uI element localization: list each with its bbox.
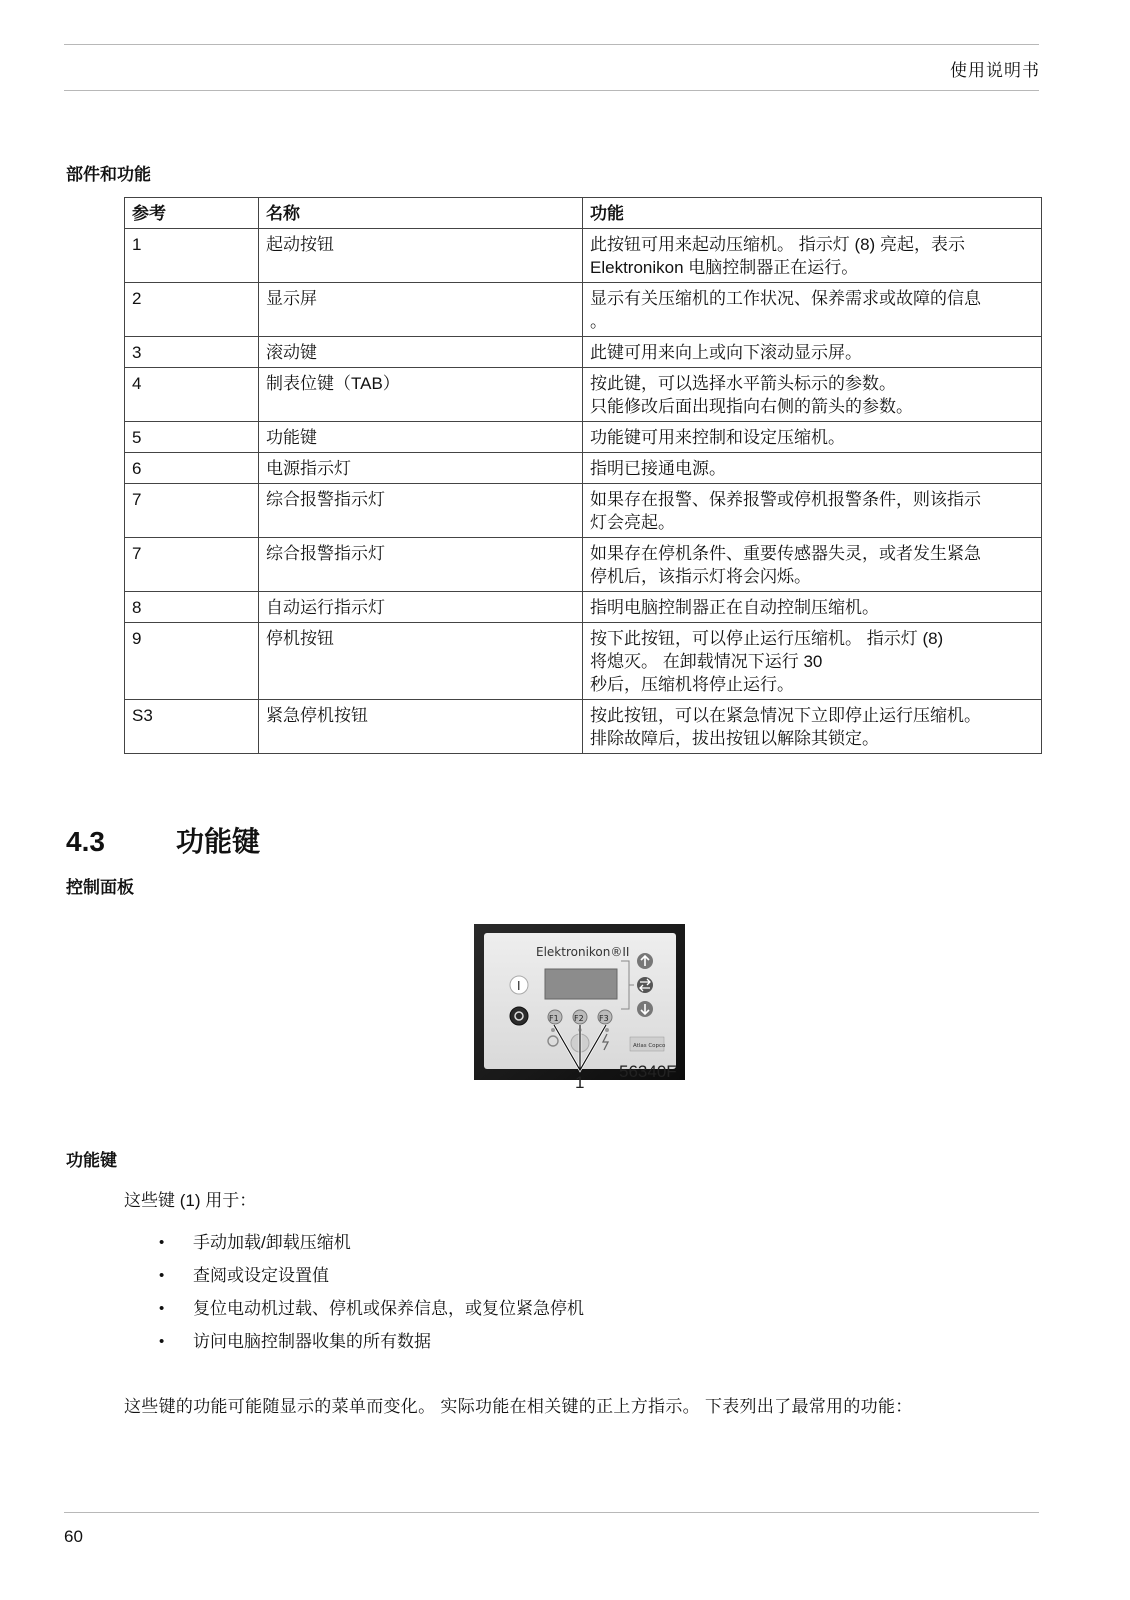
- function-keys-heading: 功能键: [66, 1151, 117, 1170]
- power-led-icon: [551, 1028, 555, 1032]
- function-line: 灯会亮起。: [590, 513, 675, 532]
- table-row: [125, 283, 1042, 337]
- column-header: 参考: [125, 198, 259, 229]
- table-row: [125, 229, 1042, 283]
- cell-name: 滚动键: [259, 337, 583, 368]
- header-rule-bottom: [64, 90, 1039, 91]
- column-header: 功能: [583, 198, 1042, 229]
- cell-function: [583, 700, 1042, 754]
- cell-ref: 3: [125, 337, 259, 368]
- callout-number: 1: [575, 1073, 585, 1092]
- table-row: [125, 623, 1042, 700]
- function-line: 显示有关压缩机的工作状况、保养需求或故障的信息: [590, 289, 981, 308]
- list-item: • 复位电动机过载、停机或保养信息，或复位紧急停机: [155, 1292, 584, 1325]
- cell-name: 功能键: [259, 422, 583, 453]
- panel-display-screen: [545, 969, 617, 999]
- parts-table: [124, 197, 1042, 754]
- header-title: 使用说明书: [950, 61, 1040, 80]
- cell-function: [583, 592, 1042, 623]
- stop-button-icon: [510, 1007, 528, 1025]
- function-line: 排除故障后，拔出按钮以解除其锁定。: [590, 729, 879, 748]
- function-line: 秒后，压缩机将停止运行。: [590, 675, 794, 694]
- cell-function: [583, 283, 1042, 337]
- function-line: 按下此按钮，可以停止运行压缩机。 指示灯 (8): [590, 629, 944, 648]
- function-line: 指明电脑控制器正在自动控制压缩机。: [590, 598, 879, 617]
- tab-key-icon: [637, 977, 653, 993]
- cell-ref: 2: [125, 283, 259, 337]
- panel-brand-text: Elektronikon®II: [536, 945, 630, 959]
- parts-table-body: [125, 229, 1042, 754]
- cell-function: [583, 453, 1042, 484]
- cell-name: 停机按钮: [259, 623, 583, 700]
- function-line: 按此按钮，可以在紧急情况下立即停止运行压缩机。: [590, 706, 981, 725]
- column-header: 名称: [259, 198, 583, 229]
- function-line: 按此键，可以选择水平箭头标示的参数。: [590, 374, 896, 393]
- cell-ref: 7: [125, 484, 259, 538]
- function-line: 此键可用来向上或向下滚动显示屏。: [590, 343, 862, 362]
- list-item: • 手动加载/卸载压缩机: [155, 1226, 584, 1259]
- auto-led-icon: [605, 1028, 609, 1032]
- cell-name: 综合报警指示灯: [259, 484, 583, 538]
- table-header-row: [125, 198, 1042, 229]
- control-panel-heading: 控制面板: [66, 878, 134, 897]
- cell-ref: 4: [125, 368, 259, 422]
- function-line: 如果存在报警、保养报警或停机报警条件，则该指示: [590, 490, 981, 509]
- section-number: 4.3: [66, 826, 105, 857]
- function-line: 功能键可用来控制和设定压缩机。: [590, 428, 845, 447]
- table-row: [125, 538, 1042, 592]
- function-line: 停机后，该指示灯将会闪烁。: [590, 567, 811, 586]
- section-name: 功能键: [176, 826, 261, 857]
- cell-function: [583, 422, 1042, 453]
- table-row: [125, 422, 1042, 453]
- table-row: [125, 700, 1042, 754]
- cell-function: [583, 538, 1042, 592]
- function-line: 将熄灭。 在卸载情况下运行 30: [590, 652, 823, 671]
- list-item: • 查阅或设定设置值: [155, 1259, 584, 1292]
- control-panel-illustration: [474, 924, 694, 1114]
- footer-rule: [64, 1512, 1039, 1513]
- f3-key-label: F3: [599, 1014, 609, 1023]
- cell-ref: 8: [125, 592, 259, 623]
- cell-ref: 5: [125, 422, 259, 453]
- cell-ref: 9: [125, 623, 259, 700]
- cell-ref: 6: [125, 453, 259, 484]
- cell-name: 起动按钮: [259, 229, 583, 283]
- cell-name: 显示屏: [259, 283, 583, 337]
- cell-ref: 7: [125, 538, 259, 592]
- function-line: 。: [590, 312, 607, 331]
- function-keys-note: 这些键的功能可能随显示的菜单而变化。 实际功能在相关键的正上方指示。 下表列出了最常用的功能：: [124, 1397, 913, 1416]
- cell-function: [583, 337, 1042, 368]
- cell-name: 综合报警指示灯: [259, 538, 583, 592]
- page-number: 60: [64, 1527, 83, 1546]
- cell-name: 制表位键（TAB）: [259, 368, 583, 422]
- cell-name: 电源指示灯: [259, 453, 583, 484]
- f1-key-label: F1: [549, 1014, 559, 1023]
- table-row: [125, 368, 1042, 422]
- function-line: 指明已接通电源。: [590, 459, 726, 478]
- cell-name: 自动运行指示灯: [259, 592, 583, 623]
- cell-function: [583, 484, 1042, 538]
- cell-function: [583, 229, 1042, 283]
- table-row: [125, 592, 1042, 623]
- cell-function: [583, 623, 1042, 700]
- table-row: [125, 453, 1042, 484]
- list-item: • 访问电脑控制器收集的所有数据: [155, 1325, 584, 1358]
- start-symbol: I: [517, 979, 521, 993]
- control-panel-figure: [474, 924, 694, 1114]
- atlas-copco-logo-text: Atlas Copco: [633, 1043, 666, 1049]
- f2-key-label: F2: [574, 1014, 584, 1023]
- header-rule-top: [64, 44, 1039, 45]
- function-line: 如果存在停机条件、重要传感器失灵，或者发生紧急: [590, 544, 981, 563]
- table-row: [125, 337, 1042, 368]
- function-keys-list: [155, 1226, 584, 1358]
- cell-function: [583, 368, 1042, 422]
- function-line: 只能修改后面出现指向右侧的箭头的参数。: [590, 397, 913, 416]
- section-title: [66, 820, 260, 860]
- function-line: Elektronikon 电脑控制器正在运行。: [590, 258, 859, 277]
- figure-code: 56340F: [619, 1062, 677, 1081]
- function-keys-intro: 这些键 (1) 用于：: [124, 1191, 257, 1210]
- cell-ref: 1: [125, 229, 259, 283]
- cell-ref: S3: [125, 700, 259, 754]
- cell-name: 紧急停机按钮: [259, 700, 583, 754]
- parts-heading: 部件和功能: [66, 165, 151, 184]
- table-row: [125, 484, 1042, 538]
- function-line: 此按钮可用来起动压缩机。 指示灯 (8) 亮起，表示: [590, 235, 965, 254]
